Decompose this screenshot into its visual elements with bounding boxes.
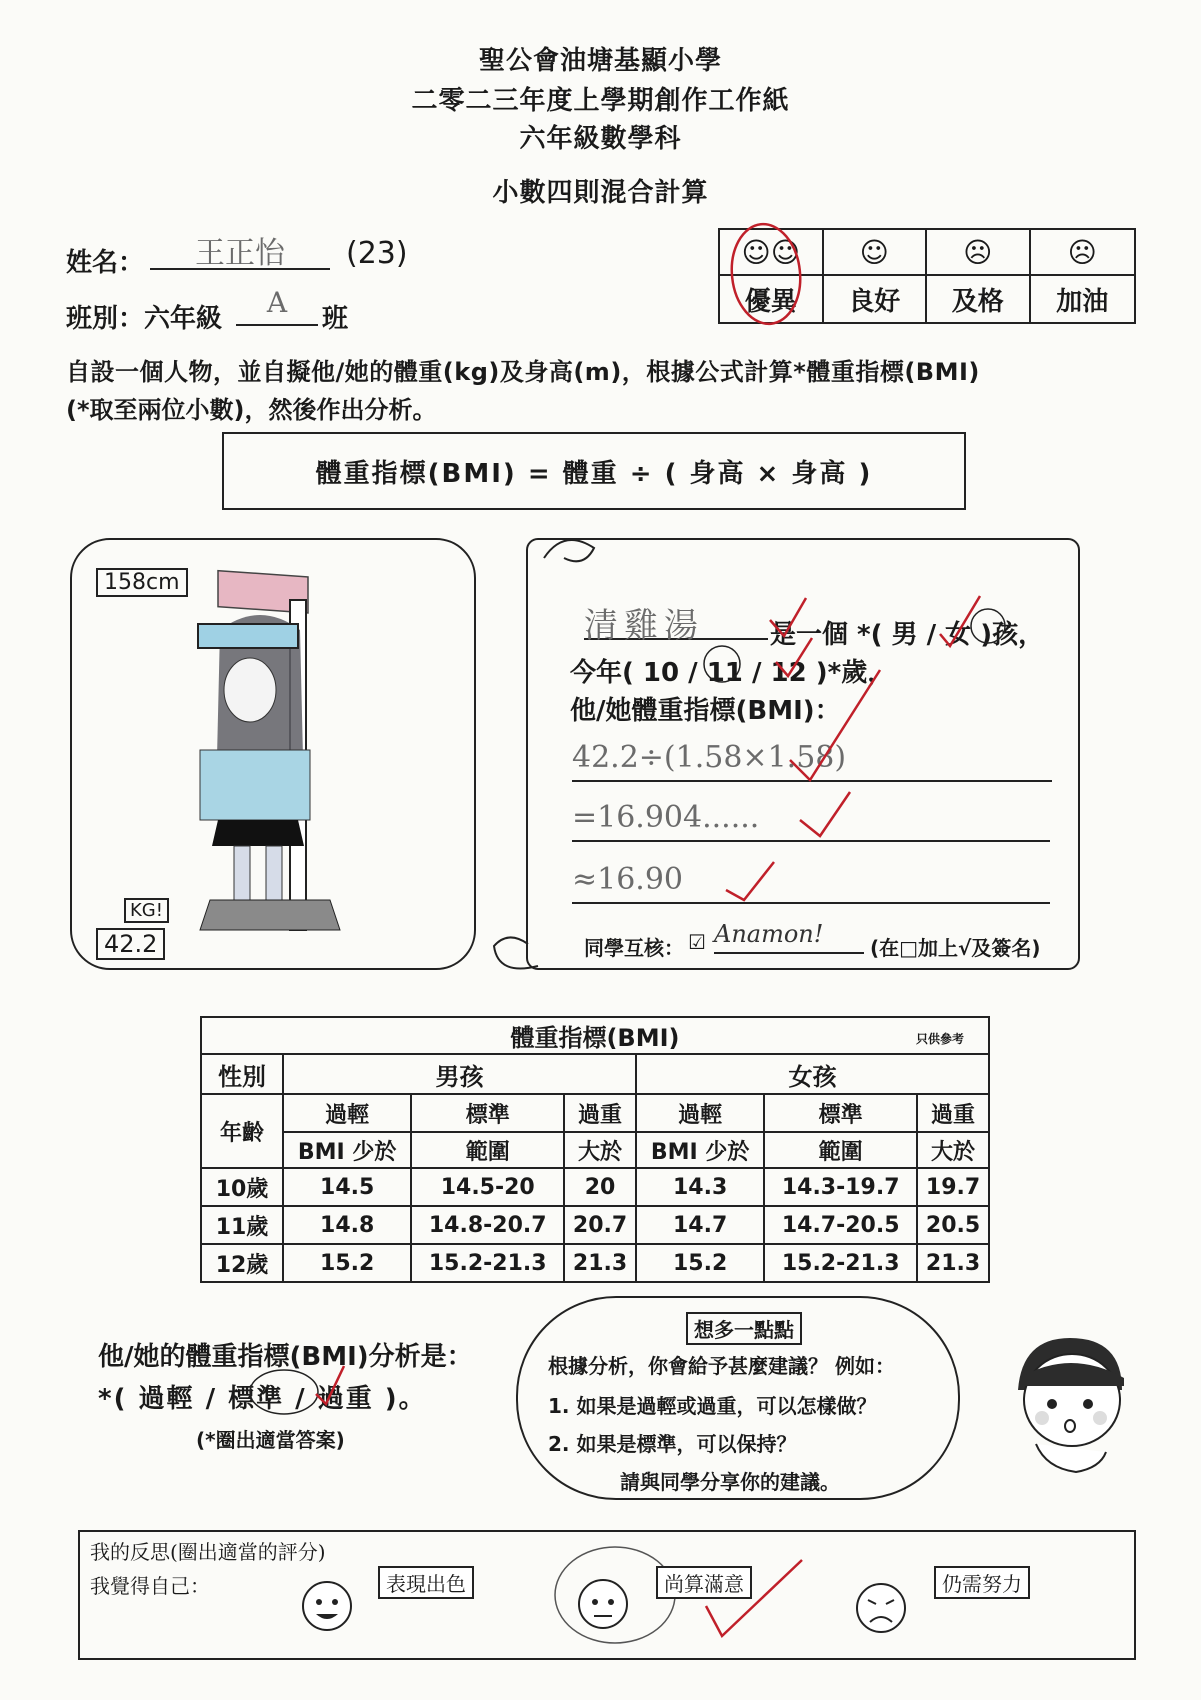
table-cell: 14.3-19.7 xyxy=(764,1168,917,1206)
table-cell: 15.2 xyxy=(636,1244,764,1282)
bmi-reference-table xyxy=(200,1016,990,1283)
col-subhead: 範圍 xyxy=(411,1132,564,1168)
school-name: 聖公會油塘基顯小學 xyxy=(478,46,722,76)
peer-check-label: 同學互核： xyxy=(584,936,684,960)
col-subhead: BMI 少於 xyxy=(283,1132,411,1168)
rating-circle-mark xyxy=(720,218,810,328)
reflection-option-excellent[interactable]: 表現出色 xyxy=(378,1566,474,1599)
weight-tag: 42.2 xyxy=(96,928,165,960)
calc-line-3[interactable]: ≈16.90 xyxy=(572,862,1050,904)
name-label: 姓名： xyxy=(66,248,145,278)
sentence-age: 今年( 10 / 11 / 12 )*歲， xyxy=(570,658,894,688)
boys-header: 男孩 xyxy=(283,1054,636,1094)
col-head: 過重 xyxy=(564,1094,636,1132)
think-more-q3: 請與同學分享你的建議。 xyxy=(620,1470,840,1494)
worried-face-icon xyxy=(846,1574,916,1644)
table-cell: 20.5 xyxy=(917,1206,989,1244)
satisfied-face-icon xyxy=(568,1570,638,1640)
table-cell: 14.5 xyxy=(283,1168,411,1206)
subject-title: 六年級數學科 xyxy=(519,124,682,154)
table-cell: 20 xyxy=(564,1168,636,1206)
peer-note: (在□加上√及簽名) xyxy=(870,936,1041,960)
table-row xyxy=(201,1168,989,1206)
peer-check-box[interactable]: ☑ xyxy=(688,930,706,954)
table-cell: 14.8 xyxy=(283,1206,411,1244)
reflection-prompt: 我覺得自己： xyxy=(90,1574,210,1598)
table-note: 只供參考 xyxy=(915,1032,964,1046)
face-try-icon: ☹ xyxy=(1031,230,1135,276)
class-label: 班別：六年級 xyxy=(66,304,223,334)
table-cell: 15.2-21.3 xyxy=(764,1244,917,1282)
col-head: 標準 xyxy=(411,1094,564,1132)
col-head: 過重 xyxy=(917,1094,989,1132)
scroll-curl-top xyxy=(540,528,610,568)
table-cell: 14.7 xyxy=(636,1206,764,1244)
col-head: 過輕 xyxy=(283,1094,411,1132)
col-subhead: 大於 xyxy=(917,1132,989,1168)
sentence-gender: 是一個 *( 男 / 女 )孩， xyxy=(770,620,1045,650)
analysis-line2: *( 過輕 / 標準 / 過重 )。 xyxy=(98,1384,427,1414)
table-cell: 21.3 xyxy=(917,1244,989,1282)
col-head: 過輕 xyxy=(636,1094,764,1132)
sentence-bmi: 他/她體重指標(BMI)： xyxy=(570,696,841,726)
col-subhead: 大於 xyxy=(564,1132,636,1168)
calc-line-1[interactable]: 42.2÷(1.58×1.58) xyxy=(572,740,1052,782)
col-subhead: BMI 少於 xyxy=(636,1132,764,1168)
scroll-curl-bottom xyxy=(488,920,548,976)
table-cell: 19.7 xyxy=(917,1168,989,1206)
gender-header: 性別 xyxy=(201,1054,283,1094)
reflection-option-satisfied[interactable]: 尚算滿意 xyxy=(656,1566,752,1599)
analysis-hint: (*圈出適當答案) xyxy=(196,1428,345,1452)
table-cell: 14.5-20 xyxy=(411,1168,564,1206)
table-cell: 21.3 xyxy=(564,1244,636,1282)
character-drawing xyxy=(180,560,380,960)
table-row xyxy=(201,1244,989,1282)
col-head: 標準 xyxy=(764,1094,917,1132)
table-cell: 14.8-20.7 xyxy=(411,1206,564,1244)
rating-excellent[interactable]: 優異 xyxy=(720,276,824,322)
age-header: 年齡 xyxy=(201,1094,283,1168)
class-suffix: 班 xyxy=(322,304,349,334)
calc-line-2[interactable]: =16.904...... xyxy=(572,800,1050,842)
table-title-cell xyxy=(201,1017,989,1054)
table-cell: 14.3 xyxy=(636,1168,764,1206)
table-cell: 12歲 xyxy=(201,1244,283,1282)
think-more-q1: 1. 如果是過輕或過重，可以怎樣做？ xyxy=(548,1394,877,1418)
think-more-intro: 根據分析，你會給予甚麼建議？ 例如： xyxy=(548,1354,895,1378)
table-cell: 10歲 xyxy=(201,1168,283,1206)
reflection-option-needs-effort[interactable]: 仍需努力 xyxy=(934,1566,1030,1599)
name-field[interactable]: 王正怡 xyxy=(150,228,330,270)
table-cell: 14.7-20.5 xyxy=(764,1206,917,1244)
face-pass-icon: ☹ xyxy=(927,230,1031,276)
face-good-icon: ☺ xyxy=(824,230,928,276)
happy-face-icon xyxy=(292,1574,362,1644)
table-cell: 15.2 xyxy=(283,1244,411,1282)
character-name-field[interactable]: 清雞湯 xyxy=(584,598,768,640)
analysis-line1: 他/她的體重指標(BMI)分析是： xyxy=(98,1342,473,1372)
analysis-check-mark xyxy=(310,1360,350,1410)
table-cell: 11歲 xyxy=(201,1206,283,1244)
face-excellent-icon: ☺☺ xyxy=(720,230,824,276)
term-title: 二零二三年度上學期創作工作紙 xyxy=(411,86,790,116)
girls-header: 女孩 xyxy=(636,1054,989,1094)
rating-pass[interactable]: 及格 xyxy=(927,276,1031,322)
rating-good[interactable]: 良好 xyxy=(824,276,928,322)
topic-title: 小數四則混合計算 xyxy=(492,178,709,208)
boy-thinking-icon xyxy=(996,1326,1136,1486)
instruction-line1: 自設一個人物，並自擬他/她的體重(kg)及身高(m)，根據公式計算*體重指標(BMI) xyxy=(66,358,980,386)
weight-unit: KG! xyxy=(124,898,169,923)
table-cell: 20.7 xyxy=(564,1206,636,1244)
peer-signature[interactable]: Anamon! xyxy=(714,920,864,954)
reflection-title: 我的反思(圈出適當的評分) xyxy=(90,1540,326,1564)
class-number: (23) xyxy=(346,236,408,271)
rating-try[interactable]: 加油 xyxy=(1056,286,1109,317)
table-cell: 15.2-21.3 xyxy=(411,1244,564,1282)
instruction-line2: (*取至兩位小數)，然後作出分析。 xyxy=(66,396,437,424)
formula-box xyxy=(222,432,966,510)
table-row xyxy=(201,1206,989,1244)
reflection-check-mark xyxy=(690,1556,810,1646)
think-more-title: 想多一點點 xyxy=(686,1312,802,1345)
class-field[interactable]: A xyxy=(236,286,318,326)
think-more-q2: 2. 如果是標準，可以保持？ xyxy=(548,1432,797,1456)
col-subhead: 範圍 xyxy=(764,1132,917,1168)
teacher-check-marks xyxy=(640,590,1060,910)
height-tag: 158cm xyxy=(96,568,188,597)
formula-text: 體重指標(BMI) = 體重 ÷ ( 身高 × 身高 ) xyxy=(315,458,873,489)
table-title: 體重指標(BMI) xyxy=(510,1024,680,1052)
